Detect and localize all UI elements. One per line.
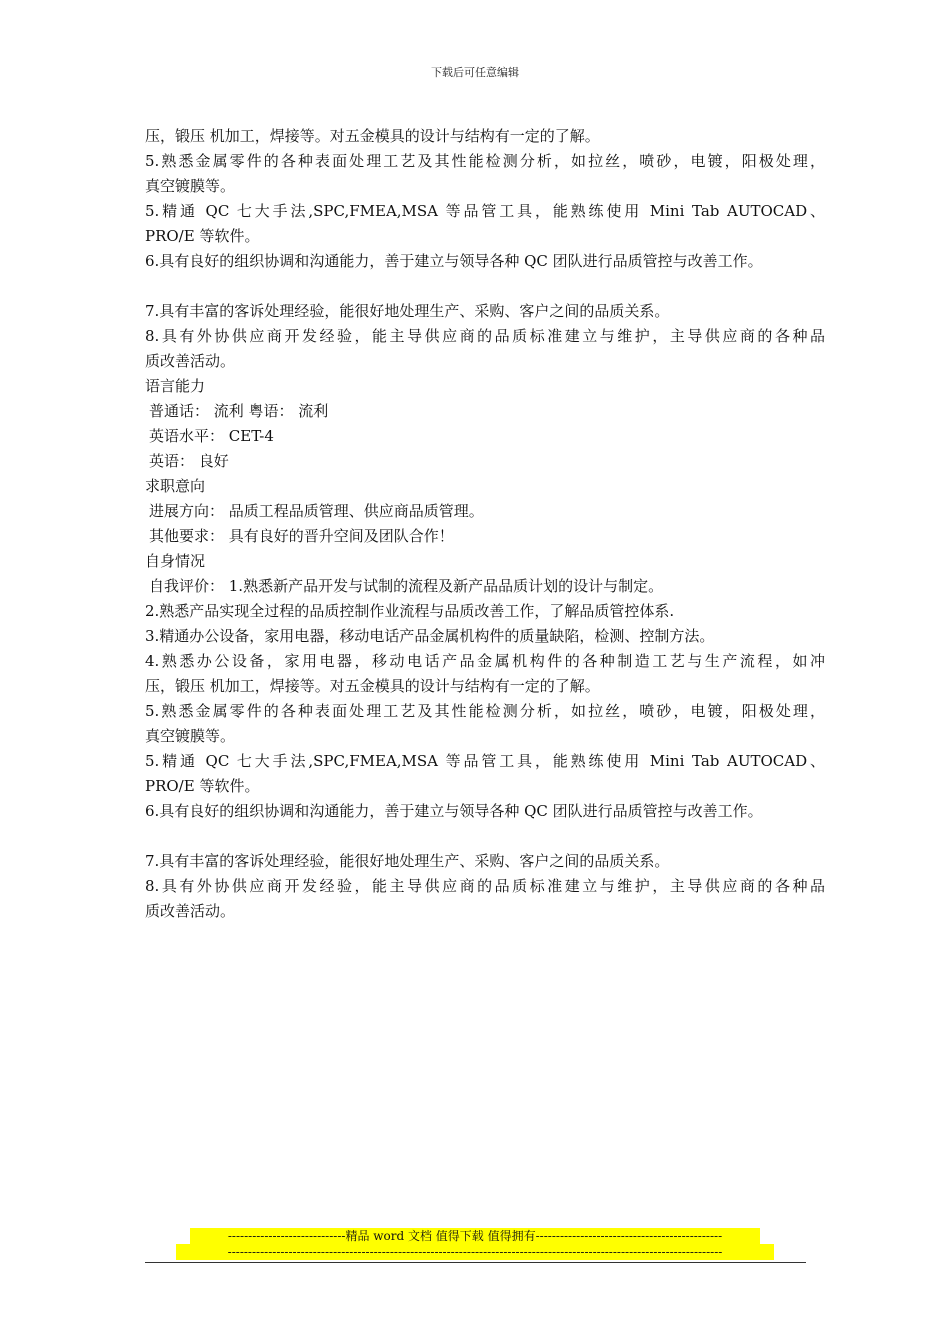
body-line: 5.熟悉金属零件的各种表面处理工艺及其性能检测分析，如拉丝，喷砂，电镀，阳极处理，: [145, 152, 825, 170]
body-line: 质改善活动。: [145, 902, 236, 920]
body-line: 其他要求： 具有良好的晋升空间及团队合作！: [149, 527, 454, 545]
body-line: 5.熟悉金属零件的各种表面处理工艺及其性能检测分析，如拉丝，喷砂，电镀，阳极处理，: [145, 702, 825, 720]
body-line: 8.具有外协供应商开发经验，能主导供应商的品质标准建立与维护，主导供应商的各种品: [145, 877, 825, 895]
document-body: [145, 124, 825, 924]
body-line: 英语水平： CET-4: [149, 427, 274, 445]
body-line: 6.具有良好的组织协调和沟通能力，善于建立与领导各种 QC 团队进行品质管控与改善工作。: [145, 802, 763, 820]
page-header: [0, 66, 950, 80]
body-line: 求职意向: [145, 477, 206, 495]
footer-banner-line-1: -----------------------------精品 word 文档 值得下载 值得拥有----------------------------------------------: [190, 1228, 760, 1244]
body-line: 8.具有外协供应商开发经验，能主导供应商的品质标准建立与维护，主导供应商的各种品: [145, 327, 825, 345]
body-line: 压，锻压 机加工，焊接等。对五金模具的设计与结构有一定的了解。: [145, 677, 600, 695]
footer-banner-line-2: --------------------------------------------------------------------------------------------------------------------------: [176, 1244, 774, 1260]
header-text: 下载后可任意编辑: [431, 66, 519, 79]
body-line: PRO/E 等软件。: [145, 227, 260, 245]
body-line: 自身情况: [145, 552, 206, 570]
body-line: PRO/E 等软件。: [145, 777, 260, 795]
body-line: 真空镀膜等。: [145, 177, 236, 195]
blank-line: [145, 274, 825, 299]
body-line: 2.熟悉产品实现全过程的品质控制作业流程与品质改善工作，了解品质管控体系.: [145, 602, 675, 620]
body-line: 自我评价： 1.熟悉新产品开发与试制的流程及新产品品质计划的设计与制定。: [149, 577, 664, 595]
blank-line: [145, 824, 825, 849]
body-line: 5.精通 QC 七大手法,SPC,FMEA,MSA 等品管工具，能熟练使用 Mini Tab AUTOCAD、: [145, 202, 825, 220]
body-line: 7.具有丰富的客诉处理经验，能很好地处理生产、采购、客户之间的品质关系。: [145, 302, 670, 320]
body-line: 压，锻压 机加工，焊接等。对五金模具的设计与结构有一定的了解。: [145, 127, 600, 145]
body-line: 英语： 良好: [149, 452, 229, 470]
body-line: 质改善活动。: [145, 352, 236, 370]
body-line: 4.熟悉办公设备，家用电器，移动电话产品金属机构件的各种制造工艺与生产流程，如冲: [145, 652, 825, 670]
page-footer: [0, 1228, 950, 1260]
body-line: 3.精通办公设备，家用电器，移动电话产品金属机构件的质量缺陷，检测、控制方法。: [145, 627, 715, 645]
body-line: 语言能力: [145, 377, 206, 395]
footer-divider: [145, 1262, 806, 1263]
body-line: 5.精通 QC 七大手法,SPC,FMEA,MSA 等品管工具，能熟练使用 Mini Tab AUTOCAD、: [145, 752, 825, 770]
body-line: 普通话： 流利 粤语： 流利: [149, 402, 329, 420]
body-line: 真空镀膜等。: [145, 727, 236, 745]
body-line: 6.具有良好的组织协调和沟通能力，善于建立与领导各种 QC 团队进行品质管控与改善工作。: [145, 252, 763, 270]
body-line: 7.具有丰富的客诉处理经验，能很好地处理生产、采购、客户之间的品质关系。: [145, 852, 670, 870]
body-line: 进展方向： 品质工程品质管理、供应商品质管理。: [149, 502, 484, 520]
